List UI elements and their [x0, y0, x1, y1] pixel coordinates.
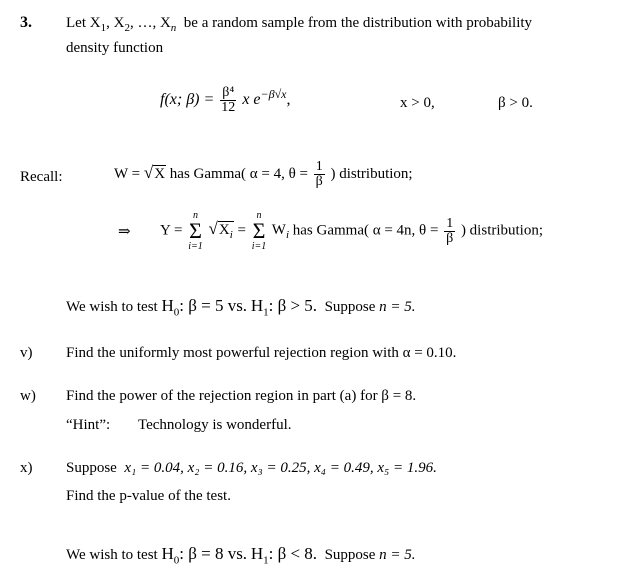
pdf-lhs: f(x; β) = — [160, 91, 215, 109]
w-def-right: ) distribution; — [330, 165, 413, 182]
pdf-comma: , — [286, 91, 291, 109]
part-x-suppose: Suppose — [66, 460, 117, 476]
condition-x: x > 0, — [400, 95, 435, 111]
sum-operator-2: n Σ i=1 — [251, 210, 267, 252]
part-x-data-values: x₁ = 0.04, x₂ = 0.16, x₃ = 0.25, x₄ = 0.49, x₅ = 1.96. — [124, 460, 437, 476]
y-left: Y = — [160, 222, 183, 239]
part-x-line1 — [66, 460, 437, 477]
sample-var-2: $X_2$ — [113, 15, 130, 34]
sample-var-n: $X_n$ — [159, 15, 177, 34]
sum-operator-1: n Σ i=1 — [188, 210, 203, 252]
y-mid: has Gamma( α = 4n, θ = — [292, 222, 439, 239]
intro-line-1: Let $X_1$, $X_2$, …, $X_n$ be a random sample from the distribution with probability — [66, 15, 533, 34]
pdf-exponent: −β√x — [260, 86, 287, 101]
y-eq: = — [237, 222, 246, 239]
recall-label: Recall: — [20, 169, 63, 185]
test2-statement: We wish to test — [66, 547, 158, 563]
recall-w-line — [114, 160, 413, 189]
implies-arrow: ⇒ — [118, 224, 131, 240]
pdf-formula — [160, 86, 291, 115]
recall-y-line — [160, 210, 543, 252]
test2-line — [66, 544, 416, 567]
w-sqrt: √X — [143, 162, 166, 182]
test1-n: n = 5. — [379, 299, 416, 315]
test2-h0: $H_0$: β = 8 vs. — [161, 544, 248, 567]
pdf-rhs: x e — [242, 91, 261, 109]
pdf-frac-num: β⁴ — [222, 85, 235, 100]
part-v-text: Find the uniformly most powerful rejection region with α = 0.10. — [66, 345, 457, 361]
part-w-hint-text: Technology is wonderful. — [138, 417, 292, 433]
test2-h1: $H_1$: β < 8. — [250, 544, 318, 567]
test1-statement: We wish to test — [66, 299, 158, 315]
w-def-mid: has Gamma( α = 4, θ = — [169, 165, 308, 182]
y-w-term: $W_i$ — [271, 222, 289, 242]
part-w-label: w) — [20, 388, 36, 404]
part-w-text: Find the power of the rejection region in part (a) for β = 8. — [66, 388, 417, 404]
test2-suppose: Suppose — [324, 547, 376, 563]
problem-number: 3. — [20, 14, 32, 31]
intro-text: be a random sample from the distribution with probability — [183, 15, 533, 31]
test1-suppose: Suppose — [324, 299, 376, 315]
test1-h1: $H_1$: β > 5. — [250, 296, 318, 319]
pdf-fraction — [220, 86, 236, 115]
w-theta-fraction: $\frac{1}{\beta}$ — [315, 159, 323, 189]
intro-line-2: density function — [66, 40, 164, 56]
test1-h0: $H_0$: β = 5 vs. — [161, 296, 248, 319]
part-v-label: v) — [20, 345, 33, 361]
y-right: ) distribution; — [460, 222, 544, 239]
pdf-frac-den: 12 — [221, 100, 236, 115]
test1-line — [66, 296, 416, 319]
sample-var-1: $X_1$ — [89, 15, 107, 34]
part-x-label: x) — [20, 460, 33, 476]
test2-n: n = 5. — [379, 547, 416, 563]
w-def-left: W = — [114, 165, 141, 182]
condition-beta: β > 0. — [498, 95, 533, 111]
y-theta-fraction: $\frac{1}{\beta}$ — [446, 215, 454, 246]
y-sqrt: $√X_i$ — [208, 219, 233, 242]
part-w-hint-label: “Hint”: — [66, 417, 111, 433]
part-x-text: Find the p-value of the test. — [66, 488, 231, 504]
